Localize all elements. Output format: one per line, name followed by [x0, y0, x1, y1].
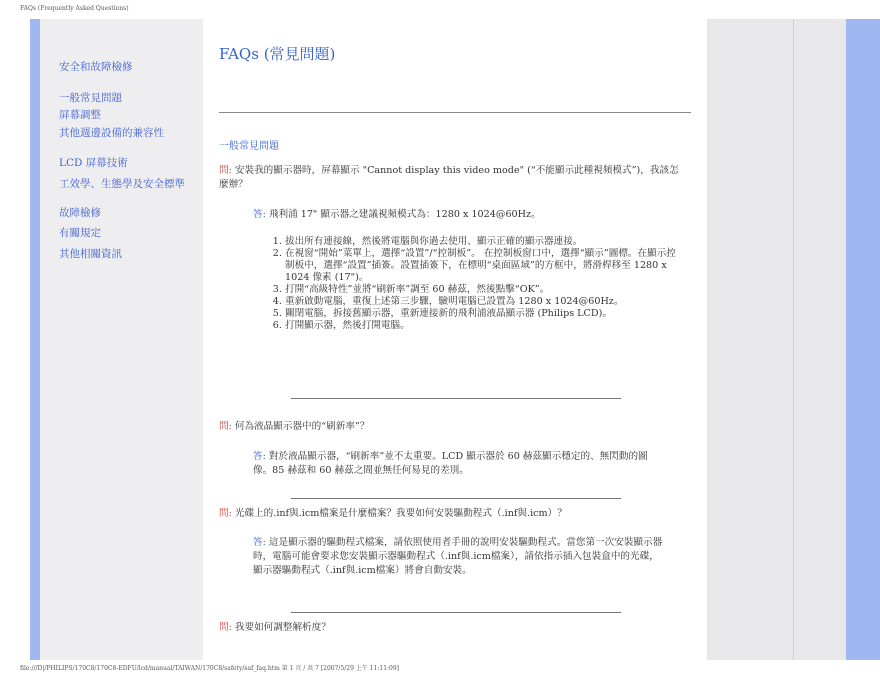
answer-2 [253, 450, 663, 478]
question-tag: 問: [219, 165, 232, 176]
list-item: 4. 重新啟動電腦，重復上述第三步驟，驗明電腦已設置為 1280 x 1024@60Hz。 [285, 296, 685, 308]
question-2-text: 何為液晶顯示器中的“刷新率”？ [234, 421, 370, 432]
sidebar-item-lcd-technology[interactable]: LCD 屏幕技術 [59, 157, 128, 169]
right-panel [707, 19, 846, 660]
sidebar-item-troubleshooting[interactable]: 故障檢修 [59, 207, 101, 219]
list-item: 2. 在視窗“開始”菜單上，選擇“設置”/“控制板”。 在控制板窗口中，選擇“顯示”圖標。在顯示控制板中，選擇“設置”插簽。設置插簽下，在標明“桌面區域”的方框中，將滑桿移至 1280 x 1024 像素 (17")。 [285, 248, 685, 284]
answer-tag: 答: [253, 209, 266, 220]
sidebar-item-general-faq[interactable]: 一般常見問題 [59, 92, 122, 104]
sidebar [40, 19, 203, 660]
answer-tag: 答: [253, 537, 266, 548]
answer-3 [253, 536, 663, 578]
question-3 [219, 507, 681, 521]
question-2 [219, 420, 681, 434]
question-tag: 問: [219, 508, 232, 519]
sidebar-item-other-info[interactable]: 其他相關資訊 [59, 248, 122, 260]
page-footer: file:///D|/PHILIPS/170C8/170C8-EDFU/lcd/manual/TAIWAN/170C8/safety/saf_faq.htm 第 1 頁 / 共 7 [2007/5/29 上午 11:11:09] [20, 665, 400, 672]
left-accent-bar [30, 19, 40, 660]
list-item: 1. 拔出所有連接線，然後將電腦與你過去使用、顯示正確的顯示器連接。 [285, 236, 685, 248]
answer-3-text: 這是顯示器的驅動程式檔案，請依照使用者手冊的說明安裝驅動程式。當您第一次安裝顯示器時，電腦可能會要求您安裝顯示器驅動程式（.inf與.icm檔案），請依指示插入包裝盒中的光碟，顯示器驅動程式（.inf與.icm檔案）將會自動安裝。 [253, 537, 663, 576]
sidebar-item-safety-troubleshooting[interactable]: 安全和故障檢修 [59, 61, 133, 73]
main-content [203, 19, 707, 660]
title-divider [219, 112, 691, 113]
question-4 [219, 621, 681, 635]
sidebar-item-regulations[interactable]: 有關規定 [59, 227, 101, 239]
answer-1-text: 飛利浦 17" 顯示器之建議視頻模式為：1280 x 1024@60Hz。 [268, 209, 541, 220]
question-1 [219, 164, 681, 192]
question-tag: 問: [219, 421, 232, 432]
right-panel-divider [793, 19, 794, 660]
answer-tag: 答: [253, 451, 266, 462]
divider [291, 612, 621, 613]
answer-2-text: 對於液晶顯示器，“刷新率”並不太重要。LCD 顯示器於 60 赫茲顯示穩定的、無閃動的圖像。85 赫茲和 60 赫茲之間並無任何易見的差別。 [253, 451, 648, 476]
answer-1 [253, 208, 663, 222]
divider [291, 398, 621, 399]
question-1-text: 安裝我的顯示器時，屏幕顯示 "Cannot display this video mode" (“不能顯示此種視頻模式”)，我該怎麼辦？ [219, 165, 679, 190]
steps-list [253, 236, 685, 332]
list-item: 3. 打開“高級特性”並將“刷新率”調至 60 赫茲，然後點擊“OK”。 [285, 284, 685, 296]
list-item: 5. 關閉電腦，拆接舊顯示器，重新連接新的飛利浦液晶顯示器 (Philips LCD)。 [285, 308, 685, 320]
page-header: FAQs (Frequently Asked Questions) [20, 5, 129, 12]
question-4-text: 我要如何調整解析度？ [234, 622, 331, 633]
sidebar-item-compatibility[interactable]: 其他週邊設備的兼容性 [59, 127, 164, 139]
page-title: FAQs (常見問題) [219, 45, 336, 63]
list-item: 6. 打開顯示器，然後打開電腦。 [285, 320, 685, 332]
sidebar-item-screen-adjustment[interactable]: 屏幕調整 [59, 109, 101, 121]
sidebar-item-ergonomics[interactable]: 工效學、生態學及安全標準 [59, 178, 185, 190]
right-accent-bar [846, 19, 880, 660]
section-heading: 一般常見問題 [219, 141, 279, 152]
question-3-text: 光碟上的.inf與.icm檔案是什麼檔案？我要如何安裝驅動程式（.inf與.icm）？ [234, 508, 567, 519]
divider [291, 498, 621, 499]
question-tag: 問: [219, 622, 232, 633]
